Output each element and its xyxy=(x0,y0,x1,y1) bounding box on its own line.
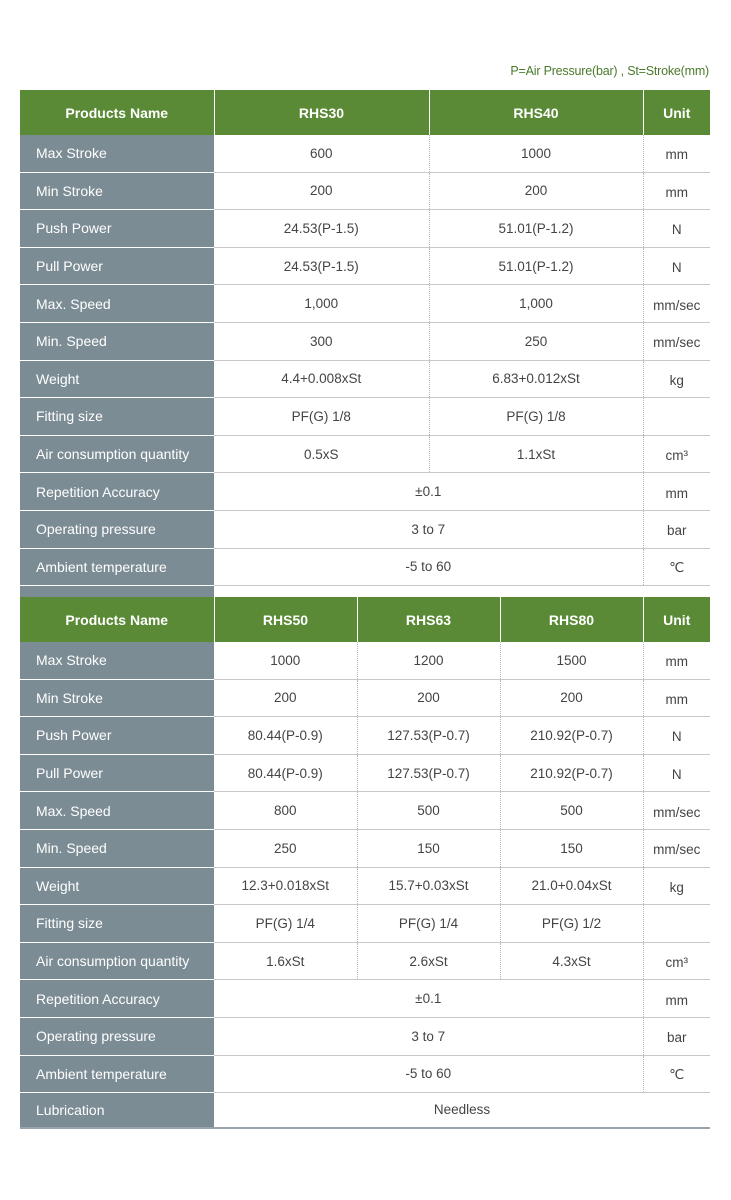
table-row xyxy=(20,1093,710,1128)
merged-value-cell: ±0.1 xyxy=(214,473,643,511)
value-cell: 1000 xyxy=(214,642,357,679)
value-cell: 600 xyxy=(214,135,429,172)
merged-value-cell: ±0.1 xyxy=(214,980,643,1018)
row-label: Weight xyxy=(20,360,214,398)
unit-cell: mm xyxy=(643,135,710,172)
row-label: Max Stroke xyxy=(20,135,214,172)
row-label: Operating pressure xyxy=(20,1017,214,1055)
row-label: Push Power xyxy=(20,717,214,755)
unit-cell: N xyxy=(643,210,710,248)
table-row xyxy=(20,322,710,360)
unit-cell: ℃ xyxy=(643,1055,710,1093)
value-cell: 200 xyxy=(429,172,643,210)
unit-cell xyxy=(643,905,710,943)
value-cell: 500 xyxy=(357,792,500,830)
value-cell: 250 xyxy=(429,322,643,360)
table-row xyxy=(20,135,710,172)
table-row xyxy=(20,1055,710,1093)
value-cell: 0.5xS xyxy=(214,435,429,473)
table-row xyxy=(20,642,710,679)
value-cell: 80.44(P-0.9) xyxy=(214,717,357,755)
unit-cell: N xyxy=(643,754,710,792)
row-label: Push Power xyxy=(20,210,214,248)
table-row xyxy=(20,905,710,943)
value-cell: 24.53(P-1.5) xyxy=(214,210,429,248)
value-cell: 4.4+0.008xSt xyxy=(214,360,429,398)
unit-cell: mm/sec xyxy=(643,322,710,360)
table-row xyxy=(20,792,710,830)
value-cell: PF(G) 1/2 xyxy=(500,905,643,943)
value-cell: 51.01(P-1.2) xyxy=(429,210,643,248)
table-row xyxy=(20,435,710,473)
legend-note: P=Air Pressure(bar) , St=Stroke(mm) xyxy=(510,64,709,78)
value-cell: 210.92(P-0.7) xyxy=(500,754,643,792)
unit-cell: bar xyxy=(643,1017,710,1055)
value-cell: 300 xyxy=(214,322,429,360)
row-label: Air consumption quantity xyxy=(20,435,214,473)
row-label: Max. Speed xyxy=(20,792,214,830)
value-cell: 200 xyxy=(214,172,429,210)
table-row xyxy=(20,829,710,867)
value-cell: 200 xyxy=(357,679,500,717)
row-label: Lubrication xyxy=(20,1093,214,1128)
table-row xyxy=(20,172,710,210)
unit-cell: mm xyxy=(643,642,710,679)
value-cell: 200 xyxy=(500,679,643,717)
value-cell: 51.01(P-1.2) xyxy=(429,247,643,285)
unit-cell: ℃ xyxy=(643,548,710,586)
table-row xyxy=(20,754,710,792)
row-label: Operating pressure xyxy=(20,510,214,548)
row-label: Air consumption quantity xyxy=(20,942,214,980)
row-label: Min. Speed xyxy=(20,829,214,867)
row-label: Max Stroke xyxy=(20,642,214,679)
value-cell: 1.6xSt xyxy=(214,942,357,980)
value-cell: 1200 xyxy=(357,642,500,679)
table-body xyxy=(20,135,710,621)
row-label: Pull Power xyxy=(20,754,214,792)
unit-cell: mm xyxy=(643,679,710,717)
value-cell: PF(G) 1/4 xyxy=(357,905,500,943)
value-cell: PF(G) 1/8 xyxy=(429,398,643,436)
row-label: Min Stroke xyxy=(20,679,214,717)
table-row xyxy=(20,548,710,586)
value-cell: 6.83+0.012xSt xyxy=(429,360,643,398)
row-label: Pull Power xyxy=(20,247,214,285)
value-cell: 800 xyxy=(214,792,357,830)
table-row xyxy=(20,210,710,248)
value-cell: 127.53(P-0.7) xyxy=(357,754,500,792)
unit-cell: N xyxy=(643,717,710,755)
value-cell: PF(G) 1/4 xyxy=(214,905,357,943)
table-row xyxy=(20,360,710,398)
merged-value-cell: -5 to 60 xyxy=(214,548,643,586)
column-header-unit: Unit xyxy=(643,597,710,642)
value-cell: 150 xyxy=(500,829,643,867)
row-label: Fitting size xyxy=(20,398,214,436)
unit-cell: mm/sec xyxy=(643,792,710,830)
table-header-row xyxy=(20,597,710,642)
column-header-rhs80: RHS80 xyxy=(500,597,643,642)
table-row xyxy=(20,247,710,285)
merged-value-cell: 3 to 7 xyxy=(214,510,643,548)
column-header-unit: Unit xyxy=(643,90,710,135)
value-cell: 200 xyxy=(214,679,357,717)
table-row xyxy=(20,942,710,980)
unit-cell: mm xyxy=(643,172,710,210)
row-label: Ambient temperature xyxy=(20,548,214,586)
unit-cell: N xyxy=(643,247,710,285)
row-label: Min Stroke xyxy=(20,172,214,210)
spec-table-rhs50-rhs63-rhs80 xyxy=(20,597,710,1129)
value-cell: 1,000 xyxy=(429,285,643,323)
merged-value-cell: -5 to 60 xyxy=(214,1055,643,1093)
column-header-rhs40: RHS40 xyxy=(429,90,643,135)
row-label: Fitting size xyxy=(20,905,214,943)
table-body xyxy=(20,642,710,1128)
table-row xyxy=(20,867,710,905)
table-header-row xyxy=(20,90,710,135)
value-cell: 250 xyxy=(214,829,357,867)
unit-cell: cm³ xyxy=(643,942,710,980)
value-cell: 127.53(P-0.7) xyxy=(357,717,500,755)
column-header-rhs30: RHS30 xyxy=(214,90,429,135)
row-label: Max. Speed xyxy=(20,285,214,323)
unit-cell: mm xyxy=(643,473,710,511)
value-cell: 12.3+0.018xSt xyxy=(214,867,357,905)
unit-cell: kg xyxy=(643,360,710,398)
merged-value-cell: 3 to 7 xyxy=(214,1017,643,1055)
spec-table-rhs30-rhs40 xyxy=(20,90,710,622)
row-label: Min. Speed xyxy=(20,322,214,360)
row-label: Repetition Accuracy xyxy=(20,473,214,511)
column-header-products-name: Products Name xyxy=(20,597,214,642)
table-row xyxy=(20,398,710,436)
value-cell: 1.1xSt xyxy=(429,435,643,473)
column-header-rhs50: RHS50 xyxy=(214,597,357,642)
value-cell: 1,000 xyxy=(214,285,429,323)
row-label: Weight xyxy=(20,867,214,905)
value-cell: PF(G) 1/8 xyxy=(214,398,429,436)
merged-value-cell: Needless xyxy=(214,1093,710,1128)
column-header-products-name: Products Name xyxy=(20,90,214,135)
unit-cell: mm/sec xyxy=(643,285,710,323)
table-row xyxy=(20,980,710,1018)
unit-cell: mm/sec xyxy=(643,829,710,867)
unit-cell: bar xyxy=(643,510,710,548)
value-cell: 15.7+0.03xSt xyxy=(357,867,500,905)
value-cell: 210.92(P-0.7) xyxy=(500,717,643,755)
table-row xyxy=(20,679,710,717)
unit-cell: mm xyxy=(643,980,710,1018)
table-row xyxy=(20,510,710,548)
value-cell: 2.6xSt xyxy=(357,942,500,980)
value-cell: 21.0+0.04xSt xyxy=(500,867,643,905)
column-header-rhs63: RHS63 xyxy=(357,597,500,642)
table-row xyxy=(20,285,710,323)
table-row xyxy=(20,1017,710,1055)
value-cell: 80.44(P-0.9) xyxy=(214,754,357,792)
row-label: Repetition Accuracy xyxy=(20,980,214,1018)
row-label: Ambient temperature xyxy=(20,1055,214,1093)
table-row xyxy=(20,473,710,511)
table-row xyxy=(20,717,710,755)
unit-cell: kg xyxy=(643,867,710,905)
unit-cell: cm³ xyxy=(643,435,710,473)
value-cell: 4.3xSt xyxy=(500,942,643,980)
value-cell: 1000 xyxy=(429,135,643,172)
value-cell: 150 xyxy=(357,829,500,867)
value-cell: 500 xyxy=(500,792,643,830)
unit-cell xyxy=(643,398,710,436)
value-cell: 1500 xyxy=(500,642,643,679)
value-cell: 24.53(P-1.5) xyxy=(214,247,429,285)
